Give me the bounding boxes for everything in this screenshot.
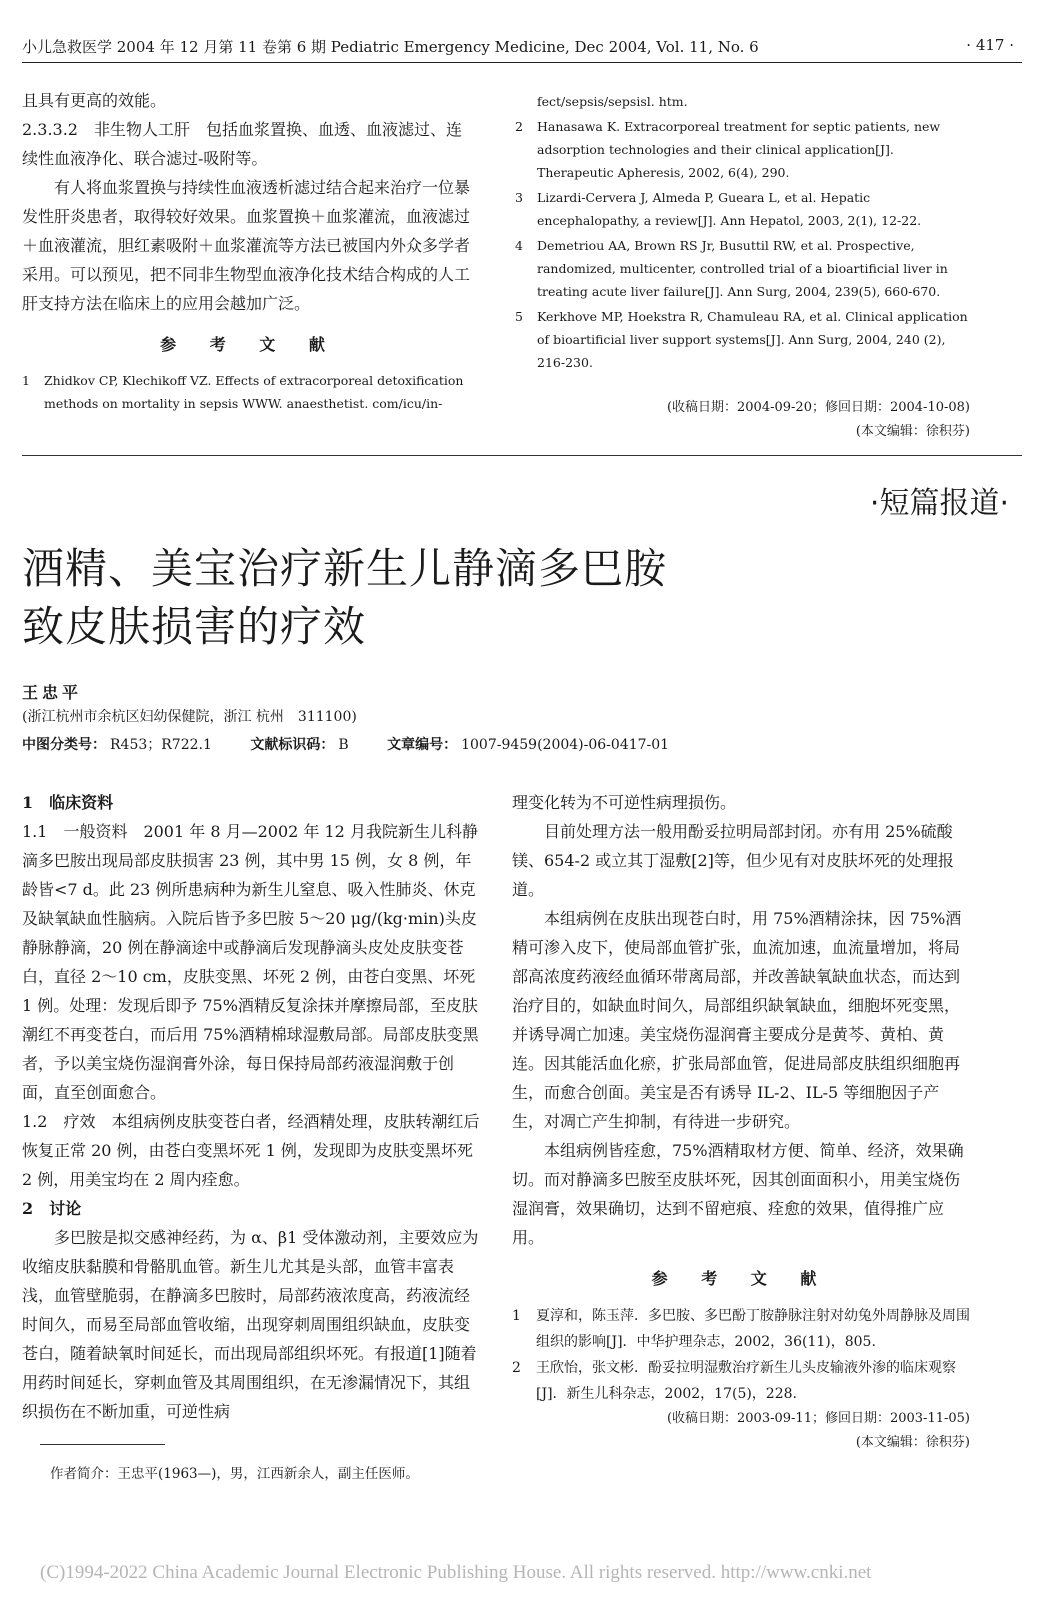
clc-label: 中图分类号： [22, 737, 106, 753]
editor-credit: (本文编辑：徐积芬) [855, 1435, 970, 1450]
title-line: 酒精、美宝治疗新生儿静滴多巴胺 [22, 544, 668, 593]
ref-text: Demetriou AA, Brown RS Jr, Busuttil RW, et al. Prospective, randomized, multicenter, controlled trial of a bioartificial liver in treating acute liver failure[J]. Ann Surg, 2004, 239(5), 660-670. [537, 238, 948, 299]
doc-code-label: 文献标识码： [250, 737, 335, 753]
ref-text: fect/sepsis/sepsisl. htm. [537, 94, 688, 109]
prev-ref-item [515, 115, 970, 184]
body-paragraph: 目前处理方法一般用酚妥拉明局部封闭。亦有用 25%硫酸镁、654-2 或立其丁湿敷[2]等，但少见有对皮肤坏死的处理报道。 [512, 822, 954, 899]
prev-paragraph: 2.3.3.2 非生物人工肝 包括血浆置换、血透、血液滤过、连续性血液净化、联合滤过-吸附等。 [22, 120, 462, 168]
section-label: ·短篇报道· [869, 486, 1009, 521]
received-dates: (收稿日期：2003-09-11；修回日期：2003-11-05) [666, 1411, 970, 1426]
ref-text: Zhidkov CP, Klechikoff VZ. Effects of extracorporeal detoxification methods on mortality in sepsis WWW. anaesthetist. com/icu/in- [44, 373, 464, 411]
ref-number: 4 [515, 238, 523, 253]
running-header [22, 36, 1022, 63]
ref-text: Hanasawa K. Extracorporeal treatment for septic patients, new adsorption technologies and their clinical application[J]. Therapeutic Apheresis, 2002, 6(4), 290. [537, 119, 941, 180]
classification-meta [22, 734, 669, 754]
copyright-watermark: (C)1994-2022 China Academic Journal Electronic Publishing House. All rights reserved. http://www.cnki.net [40, 1562, 872, 1583]
doc-code-value: B [338, 737, 349, 753]
ref-text: Kerkhove MP, Hoekstra R, Chamuleau RA, et al. Clinical application of bioartificial liver support systems[J]. Ann Surg, 2004, 240 (2), 216-230. [537, 309, 968, 370]
footnote-rule [40, 1444, 165, 1445]
ref-item [512, 1355, 970, 1407]
ref-number: 2 [512, 1360, 521, 1376]
prev-ref-item [515, 186, 970, 232]
ref-item [512, 1303, 970, 1355]
journal-citation: 小儿急救医学 2004 年 12 月第 11 卷第 6 期 Pediatric Emergency Medicine, Dec 2004, Vol. 11, No. 6 [22, 38, 759, 56]
body-paragraph: 理变化转为不可逆性病理损伤。 [512, 793, 737, 812]
article-title [22, 540, 667, 656]
prev-received-dates: (收稿日期：2004-09-20；修回日期：2004-10-08) [666, 400, 970, 415]
prev-editor: (本文编辑：徐积芬) [855, 424, 970, 439]
article-no-label: 文章编号： [387, 737, 458, 753]
ref-text: Lizardi-Cervera J, Almeda P, Gueara L, et al. Hepatic encephalopathy, a review[J]. Ann Hepatol, 2003, 2(1), 12-22. [537, 190, 922, 228]
article-separator [22, 455, 1022, 456]
prev-article-left-column [22, 86, 477, 415]
body-paragraph: 1.1 一般资料 2001 年 8 月—2002 年 12 月我院新生儿科静滴多巴胺出现局部皮肤损害 23 例，其中男 15 例，女 8 例，年龄皆<7 d。此 23 例所患病种为新生儿窒息、吸入性肺炎、休克及缺氧缺血性脑病。入院后皆予多巴胺 5～20 μg/(kg·min)头皮静脉静滴，20 例在静滴途中或静滴后发现静滴头皮处皮肤变苍白，直径 2～10 cm，皮肤变黑、坏死 2 例，由苍白变黑、坏死 1 例。处理：发现后即予 75%酒精反复涂抹并摩擦局部，至皮肤潮红不再变苍白，而后用 75%酒精棉球湿敷局部。局部皮肤变黑者，予以美宝烧伤湿润膏外涂，每日保持局部药液湿润敷于创面，直至创面愈合。 [22, 822, 479, 1102]
prev-ref-item [515, 305, 970, 374]
refs-heading: 参 考 文 献 [651, 1269, 831, 1288]
body-paragraph: 本组病例皆痊愈，75%酒精取材方便、简单、经济，效果确切。而对静滴多巴胺至皮肤坏死，因其创面面积小，用美宝烧伤湿润膏，效果确切，达到不留疤痕、痊愈的效果，值得推广应用。 [512, 1141, 964, 1247]
author-affiliation: (浙江杭州市余杭区妇幼保健院，浙江 杭州 311100) [22, 709, 357, 725]
prev-refs-heading: 参 考 文 献 [160, 335, 339, 354]
title-line: 致皮肤损害的疗效 [22, 602, 367, 651]
ref-number: 1 [22, 373, 30, 388]
clc-value: R453；R722.1 [110, 737, 212, 753]
ref-text: 夏淳和，陈玉萍．多巴胺、多巴酚丁胺静脉注射对幼兔外周静脉及周围组织的影响[J]．中华护理杂志，2002，36(11)，805. [536, 1308, 970, 1350]
prev-ref-item [515, 234, 970, 303]
section-heading: 1 临床资料 [22, 793, 114, 812]
author-footnote: 作者简介：王忠平(1963—)，男，江西新余人，副主任医师。 [50, 1466, 419, 1482]
ref-text: 王欣怡，张文彬．酚妥拉明湿敷治疗新生儿头皮输液外渗的临床观察[J]．新生儿科杂志，2002，17(5)，228. [536, 1360, 956, 1402]
author-name: 王忠平 [22, 683, 83, 702]
article-no-value: 1007-9459(2004)-06-0417-01 [461, 737, 670, 753]
article-left-column [22, 788, 480, 1426]
prev-ref-item [515, 90, 970, 113]
body-paragraph: 多巴胺是拟交感神经药，为 α、β1 受体激动剂，主要效应为收缩皮肤黏膜和骨骼肌血管。新生儿尤其是头部，血管丰富表浅，血管壁脆弱，在静滴多巴胺时，局部药液浓度高，药液流经时间久，而易至局部血管收缩，出现穿刺周围组织缺血，皮肤变苍白，随着缺氧时间延长，而出现局部组织坏死。有报道[1]随着用药时间延长，穿刺血管及其周围组织，在无渗漏情况下，其组织损伤在不断加重，可逆性病 [22, 1228, 479, 1421]
prev-article-right-column [515, 90, 970, 444]
page-number: · 417 · [966, 36, 1014, 54]
article-right-column [512, 788, 970, 1455]
ref-number: 3 [515, 190, 523, 205]
ref-number: 1 [512, 1308, 521, 1324]
prev-paragraph: 有人将血浆置换与持续性血液透析滤过结合起来治疗一位暴发性肝炎患者，取得较好效果。血浆置换＋血浆灌流，血液滤过＋血液灌流，胆红素吸附＋血浆灌流等方法已被国内外众多学者采用。可以预见，把不同非生物型血液净化技术结合构成的人工肝支持方法在临床上的应用会越加广泛。 [22, 178, 471, 313]
prev-paragraph: 且具有更高的效能。 [22, 91, 167, 110]
section-heading: 2 讨论 [22, 1199, 82, 1218]
body-paragraph: 1.2 疗效 本组病例皮肤变苍白者，经酒精处理，皮肤转潮红后恢复正常 20 例，由苍白变黑坏死 1 例，发现即为皮肤变黑坏死 2 例，用美宝均在 2 周内痊愈。 [22, 1112, 480, 1189]
prev-ref-item [22, 369, 477, 415]
ref-number: 5 [515, 309, 523, 324]
ref-number: 2 [515, 119, 523, 134]
body-paragraph: 本组病例在皮肤出现苍白时，用 75%酒精涂抹，因 75%酒精可渗入皮下，使局部血管扩张，血流加速，血流量增加，将局部高浓度药液经血循环带离局部，并改善缺氧缺血状态，而达到治疗目的，如缺血时间久，局部组织缺氧缺血，细胞坏死变黑，并诱导凋亡加速。美宝烧伤湿润膏主要成分是黄芩、黄柏、黄连。因其能活血化瘀，扩张局部血管，促进局部皮肤组织细胞再生，而愈合创面。美宝是否有诱导 IL-2、IL-5 等细胞因子产生，对凋亡产生抑制，有待进一步研究。 [512, 909, 962, 1131]
